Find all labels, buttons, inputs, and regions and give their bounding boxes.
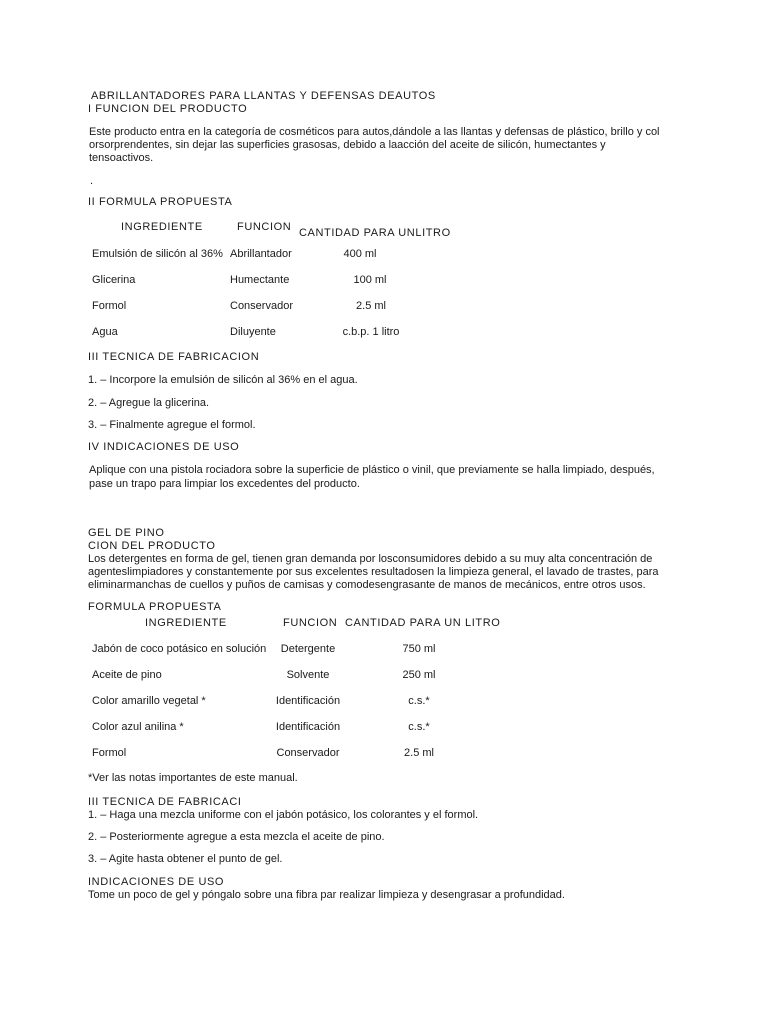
section2-funcion-heading: CION DEL PRODUCTO — [88, 540, 216, 552]
table1-cell-cantidad: 2.5 ml — [356, 300, 386, 312]
section1-tecnica-heading: III TECNICA DE FABRICACION — [88, 351, 260, 363]
section2-tecnica-step: 3. – Agite hasta obtener el punto de gel. — [88, 853, 283, 865]
table1-header-ingrediente: INGREDIENTE — [121, 221, 203, 233]
table2-cell-ingrediente: Jabón de coco potásico en solución — [92, 643, 267, 655]
table2-cell-ingrediente: Aceite de pino — [92, 669, 162, 681]
section1-tecnica-step: 3. – Finalmente agregue el formol. — [88, 419, 256, 431]
table1-cell-cantidad: 100 ml — [353, 274, 387, 286]
table2-cell-funcion: Solvente — [286, 669, 330, 681]
section2-title: GEL DE PINO — [88, 527, 165, 539]
section2-uso-heading: INDICACIONES DE USO — [88, 876, 225, 888]
section1-uso-line: pase un trapo para limpiar los excedentes del producto. — [89, 478, 360, 490]
table1-cell-ingrediente: Agua — [92, 326, 118, 338]
section1-uso-heading: IV INDICACIONES DE USO — [88, 441, 240, 453]
table1-cell-ingrediente: Glicerina — [92, 274, 136, 286]
section1-funcion-line: Este producto entra en la categoría de cosméticos para autos,dándole a las llantas y defensas de plástico, brillo y col — [89, 126, 660, 138]
section2-uso-line: Tome un poco de gel y póngalo sobre una fibra par realizar limpieza y desengrasar a profundidad. — [88, 889, 565, 901]
section2-tecnica-step: 1. – Haga una mezcla uniforme con el jabón potásico, los colorantes y el formol. — [88, 809, 479, 821]
table1-cell-funcion: Diluyente — [230, 326, 276, 338]
section2-formula-heading: FORMULA PROPUESTA — [88, 601, 222, 613]
table2-cell-funcion: Detergente — [280, 643, 336, 655]
table2-cell-cantidad: 750 ml — [402, 643, 436, 655]
table1-cell-cantidad: 400 ml — [343, 248, 377, 260]
table2-cell-ingrediente: Formol — [92, 747, 127, 759]
section1-dot: . — [90, 175, 94, 187]
section1-funcion-heading: I FUNCION DEL PRODUCTO — [88, 103, 248, 115]
table1-cell-ingrediente: Formol — [92, 300, 127, 312]
table1-cell-funcion: Humectante — [230, 274, 290, 286]
section1-uso-line: Aplique con una pistola rociadora sobre la superficie de plástico o vinil, que previamente se halla limpiado, después, — [89, 464, 655, 476]
section2-funcion-line: Los detergentes en forma de gel, tienen gran demanda por losconsumidores debido a su muy alta concentración de — [88, 553, 653, 565]
section1-tecnica-step: 2. – Agregue la glicerina. — [88, 397, 210, 409]
table2-header-cantidad: CANTIDAD PARA UN LITRO — [345, 617, 501, 629]
section1-funcion-line: tensoactivos. — [89, 152, 154, 164]
section2-note: *Ver las notas importantes de este manual. — [88, 772, 298, 784]
table2-cell-funcion: Identificación — [275, 695, 341, 707]
table2-header-funcion: FUNCION — [283, 617, 338, 629]
table2-cell-ingrediente: Color amarillo vegetal * — [92, 695, 206, 707]
table1-cell-cantidad: c.b.p. 1 litro — [342, 326, 400, 338]
section1-tecnica-step: 1. – Incorpore la emulsión de silicón al 36% en el agua. — [88, 374, 358, 386]
table2-cell-ingrediente: Color azul anilina * — [92, 721, 184, 733]
section2-funcion-line: agenteslimpiadores y constantemente por sus excelentes resultadosen la limpieza general, el lavado de trastes, para — [88, 566, 659, 578]
section1-formula-heading: II FORMULA PROPUESTA — [88, 196, 233, 208]
table2-cell-cantidad: 2.5 ml — [404, 747, 434, 759]
section2-tecnica-step: 2. – Posteriormente agregue a esta mezcla el aceite de pino. — [88, 831, 385, 843]
table2-cell-funcion: Conservador — [276, 747, 340, 759]
table1-cell-funcion: Conservador — [230, 300, 293, 312]
section1-funcion-line: orsorprendentes, sin dejar las superficies grasosas, debido a laacción del aceite de silicón, humectantes y — [89, 139, 606, 151]
table2-cell-cantidad: 250 ml — [402, 669, 436, 681]
table2-cell-cantidad: c.s.* — [408, 721, 430, 733]
section2-funcion-line: eliminarmanchas de cuellos y puños de camisas y comodesengrasante de manos de mecánicos, entre otros usos. — [88, 579, 646, 591]
table2-cell-funcion: Identificación — [275, 721, 341, 733]
table2-cell-cantidad: c.s.* — [408, 695, 430, 707]
table1-header-funcion: FUNCION — [237, 221, 292, 233]
table1-cell-funcion: Abrillantador — [230, 248, 292, 260]
table2-header-ingrediente: INGREDIENTE — [145, 617, 227, 629]
table1-cell-ingrediente: Emulsión de silicón al 36% — [92, 248, 223, 260]
section1-title: ABRILLANTADORES PARA LLANTAS Y DEFENSAS DEAUTOS — [91, 90, 436, 102]
table1-header-cantidad: CANTIDAD PARA UNLITRO — [299, 227, 451, 239]
section2-tecnica-heading: III TECNICA DE FABRICACI — [88, 796, 242, 808]
